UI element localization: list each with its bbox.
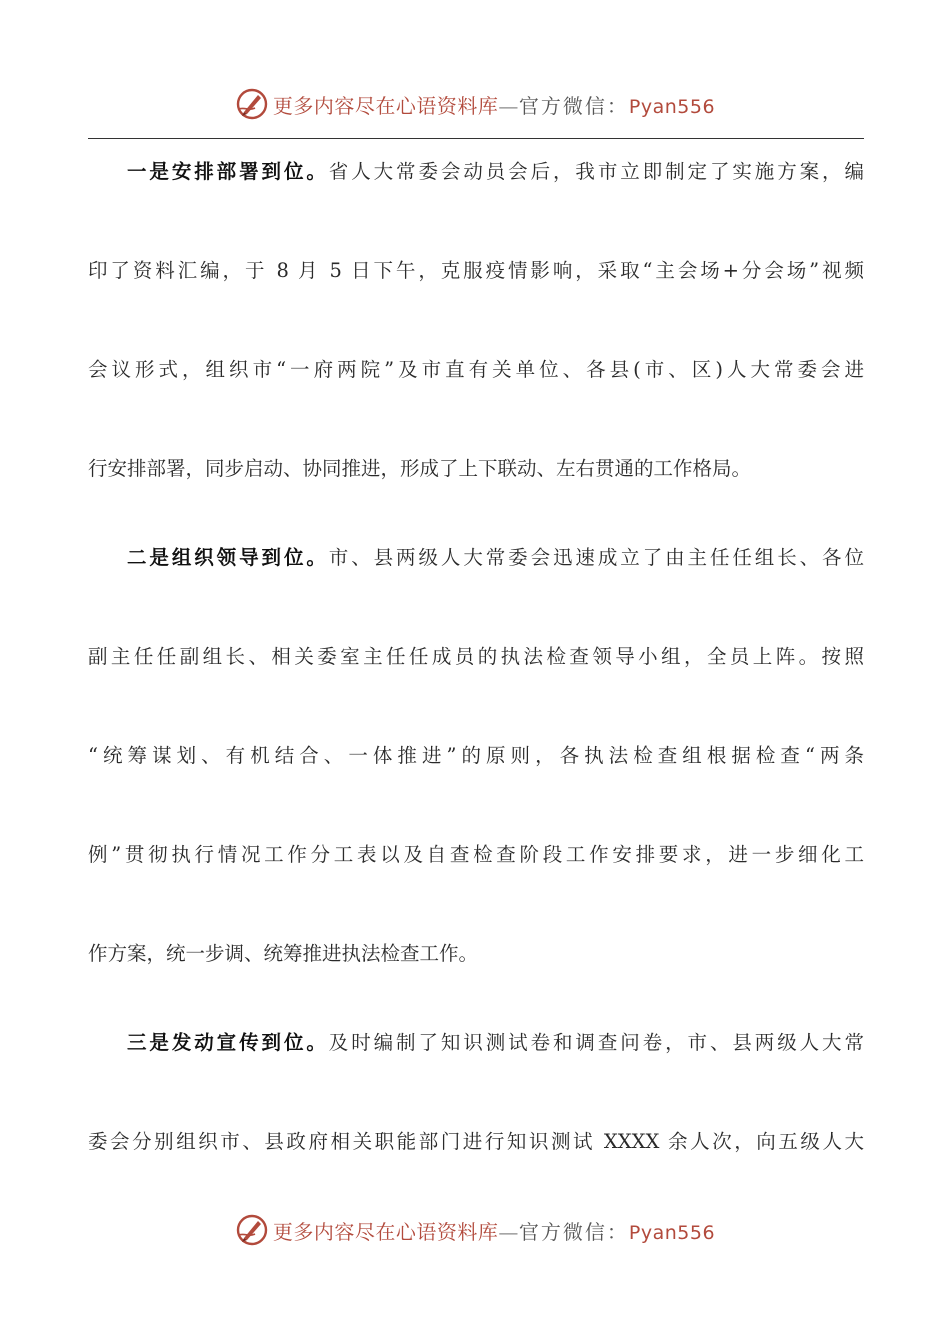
p2-line-2: 副主任任副组长、相关委室主任任成员的执法检查领导小组，全员上阵。按照 — [88, 645, 864, 668]
header-banner-text — [273, 90, 715, 119]
footer-banner-text — [273, 1216, 715, 1245]
header-banner-id: Pyan556 — [628, 95, 716, 118]
pen-circle-icon — [235, 1213, 269, 1247]
p2-text-1: 市、县两级人大常委会迅速成立了由主任任组长、各位 — [328, 546, 864, 569]
p2-heading: 二是组织领导到位。 — [127, 546, 329, 569]
p1-line-1 — [88, 152, 864, 192]
p2-line-3: “统筹谋划、有机结合、一体推进”的原则，各执法检查组根据检查“两条 — [88, 744, 864, 767]
p1-line-4: 行安排部署，同步启动、协同推进，形成了上下联动、左右贯通的工作格局。 — [88, 457, 752, 480]
header-divider — [88, 138, 864, 139]
p1-heading: 一是安排部署到位。 — [127, 160, 329, 183]
p3-text-1: 及时编制了知识测试卷和调查问卷，市、县两级人大常 — [328, 1031, 864, 1054]
footer-banner-main: 更多内容尽在心语资料库 — [272, 1219, 499, 1244]
p3-line-1 — [88, 1023, 864, 1063]
header-banner — [0, 82, 950, 126]
p1-line-3: 会议形式，组织市“一府两院”及市直有关单位、各县(市、区)人大常委会进 — [88, 358, 864, 381]
p1-line-2: 印了资料汇编，于 8 月 5 日下午，克服疫情影响，采取“主会场+分会场”视频 — [88, 259, 864, 282]
header-banner-sep: — — [498, 93, 519, 118]
pen-circle-icon — [235, 87, 269, 121]
footer-banner-id: Pyan556 — [628, 1221, 716, 1244]
header-banner-label: 官方微信： — [518, 93, 629, 118]
footer-banner — [0, 1208, 950, 1252]
p3-heading: 三是发动宣传到位。 — [127, 1031, 329, 1054]
p3-line-2: 委会分别组织市、县政府相关职能部门进行知识测试 XXXX 余人次，向五级人大 — [88, 1130, 864, 1153]
header-banner-main: 更多内容尽在心语资料库 — [272, 93, 499, 118]
p2-line-5: 作方案，统一步调、统筹推进执法检查工作。 — [88, 942, 479, 965]
p2-line-1 — [88, 538, 864, 578]
footer-banner-label: 官方微信： — [518, 1219, 629, 1244]
footer-banner-sep: — — [498, 1219, 519, 1244]
p2-line-4: 例”贯彻执行情况工作分工表以及自查检查阶段工作安排要求，进一步细化工 — [88, 843, 864, 866]
p1-text-1: 省人大常委会动员会后，我市立即制定了实施方案，编 — [328, 160, 864, 183]
